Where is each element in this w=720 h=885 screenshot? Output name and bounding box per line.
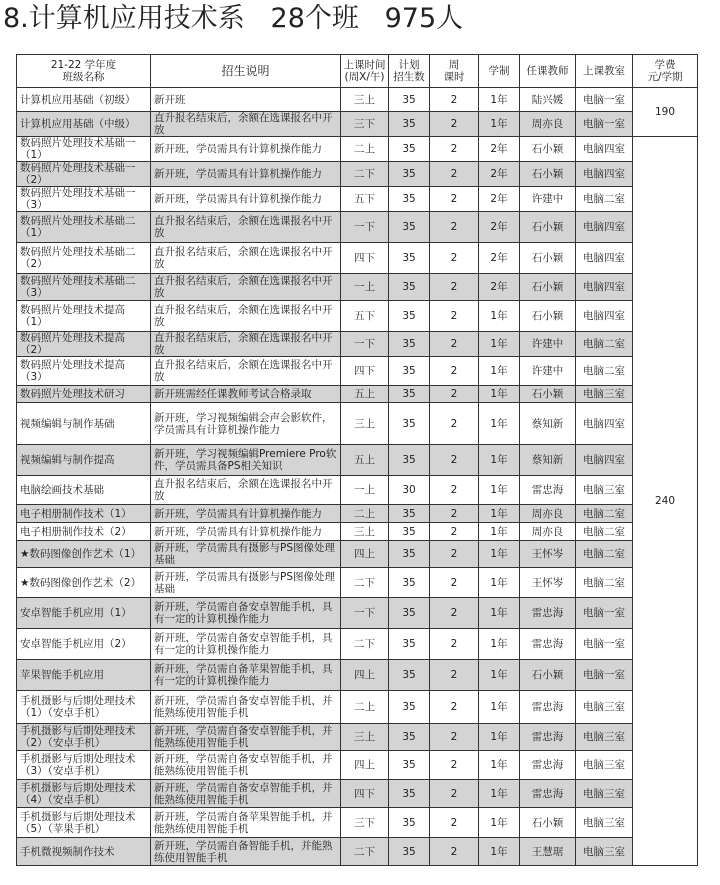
class-room: 电脑三室	[576, 386, 633, 403]
class-teacher: 蔡知新	[520, 403, 576, 445]
class-duration: 2年	[479, 212, 520, 243]
class-time: 二上	[341, 505, 389, 523]
class-time: 一上	[341, 476, 389, 505]
class-name: ★数码图像创作艺术（1）	[17, 541, 151, 568]
department-title: 8.计算机应用技术系	[3, 3, 245, 34]
class-duration: 1年	[479, 691, 520, 724]
class-hours: 2	[430, 523, 479, 541]
class-teacher: 王慧琚	[520, 838, 576, 866]
class-desc: 直升报名结束后，余额在选课报名中开放	[151, 274, 341, 301]
class-teacher: 周亦良	[520, 523, 576, 541]
class-hours: 2	[430, 751, 479, 780]
header-week-hours: 周 课时	[430, 55, 479, 88]
class-room: 电脑四室	[576, 243, 633, 274]
header-fee: 学费 元/学期	[633, 55, 698, 88]
header-desc: 招生说明	[151, 55, 341, 88]
class-room: 电脑二室	[576, 332, 633, 357]
class-time: 四下	[341, 357, 389, 386]
class-duration: 1年	[479, 523, 520, 541]
class-time: 五上	[341, 386, 389, 403]
class-plan: 35	[389, 541, 430, 568]
class-hours: 2	[430, 724, 479, 751]
student-count: 975人	[384, 3, 464, 34]
class-teacher: 陆兴媛	[520, 88, 576, 112]
header-time: 上课时间 (周X/午)	[341, 55, 389, 88]
class-hours: 2	[430, 403, 479, 445]
class-time: 四下	[341, 243, 389, 274]
class-duration: 1年	[479, 598, 520, 629]
class-time: 五上	[341, 445, 389, 476]
class-plan: 35	[389, 505, 430, 523]
class-name: 计算机应用基础（初级）	[17, 88, 151, 112]
table-row	[17, 112, 698, 137]
class-desc: 新开班，学习视频编辑Premiere Pro软件，学员需具备PS相关知识	[151, 445, 341, 476]
class-teacher: 石小颖	[520, 243, 576, 274]
class-hours: 2	[430, 332, 479, 357]
class-hours: 2	[430, 476, 479, 505]
table-row	[17, 660, 698, 691]
course-table	[16, 54, 698, 866]
class-hours: 2	[430, 541, 479, 568]
class-name: 电脑绘画技术基础	[17, 476, 151, 505]
class-duration: 1年	[479, 541, 520, 568]
class-teacher: 石小颖	[520, 162, 576, 187]
class-time: 四上	[341, 541, 389, 568]
class-name: 视频编辑与制作基础	[17, 403, 151, 445]
class-plan: 35	[389, 162, 430, 187]
class-duration: 2年	[479, 137, 520, 162]
class-room: 电脑四室	[576, 274, 633, 301]
class-hours: 2	[430, 212, 479, 243]
class-room: 电脑一室	[576, 598, 633, 629]
class-desc: 直升报名结束后，余额在选课报名中开放	[151, 243, 341, 274]
class-desc: 直升报名结束后，余额在选课报名中开放	[151, 357, 341, 386]
class-time: 四下	[341, 780, 389, 808]
class-teacher: 石小颖	[520, 808, 576, 838]
class-plan: 35	[389, 780, 430, 808]
class-desc: 新开班，学员需具有摄影与PS图像处理基础	[151, 541, 341, 568]
class-name: 数码照片处理技术基础一（3）	[17, 187, 151, 212]
class-desc: 直升报名结束后，余额在选课报名中开放	[151, 301, 341, 332]
table-row	[17, 357, 698, 386]
table-row	[17, 808, 698, 838]
class-teacher: 许建中	[520, 357, 576, 386]
table-row	[17, 541, 698, 568]
class-room: 电脑二室	[576, 523, 633, 541]
class-teacher: 蔡知新	[520, 445, 576, 476]
class-teacher: 雷忠海	[520, 691, 576, 724]
page-title	[3, 2, 463, 36]
table-row	[17, 476, 698, 505]
class-hours: 2	[430, 137, 479, 162]
class-desc: 新开班，学员需自备安卓智能手机，并能熟练使用智能手机	[151, 724, 341, 751]
class-hours: 2	[430, 386, 479, 403]
class-room: 电脑一室	[576, 660, 633, 691]
table-row	[17, 88, 698, 112]
table-row	[17, 445, 698, 476]
class-teacher: 王怀岑	[520, 541, 576, 568]
class-room: 电脑一室	[576, 88, 633, 112]
class-desc: 新开班，学员需具有计算机操作能力	[151, 523, 341, 541]
class-time: 三下	[341, 112, 389, 137]
class-time: 三下	[341, 808, 389, 838]
class-plan: 35	[389, 386, 430, 403]
class-name: 数码照片处理技术基础二（3）	[17, 274, 151, 301]
class-time: 二下	[341, 838, 389, 866]
class-duration: 1年	[479, 301, 520, 332]
class-time: 一下	[341, 332, 389, 357]
class-plan: 35	[389, 838, 430, 866]
class-room: 电脑二室	[576, 357, 633, 386]
class-hours: 2	[430, 808, 479, 838]
class-plan: 30	[389, 476, 430, 505]
class-name: 数码照片处理技术基础二（1）	[17, 212, 151, 243]
table-row	[17, 162, 698, 187]
class-name: 苹果智能手机应用	[17, 660, 151, 691]
class-desc: 新开班，学员需自备苹果智能手机，并能熟练使用智能手机	[151, 808, 341, 838]
table-row	[17, 332, 698, 357]
table-row	[17, 598, 698, 629]
class-hours: 2	[430, 162, 479, 187]
class-room: 电脑二室	[576, 541, 633, 568]
class-hours: 2	[430, 357, 479, 386]
table-row	[17, 838, 698, 866]
class-name: 电子相册制作技术（2）	[17, 523, 151, 541]
class-duration: 2年	[479, 274, 520, 301]
class-room: 电脑一室	[576, 629, 633, 660]
class-room: 电脑三室	[576, 691, 633, 724]
class-name: 数码照片处理技术提高（2）	[17, 332, 151, 357]
class-teacher: 雷忠海	[520, 476, 576, 505]
class-desc: 新开班，学员需自备安卓智能手机，并能熟练使用智能手机	[151, 751, 341, 780]
class-name: 数码照片处理技术基础二（2）	[17, 243, 151, 274]
class-time: 二上	[341, 691, 389, 724]
class-room: 电脑二室	[576, 568, 633, 598]
class-duration: 1年	[479, 629, 520, 660]
class-plan: 35	[389, 523, 430, 541]
class-desc: 新开班	[151, 88, 341, 112]
class-time: 二下	[341, 568, 389, 598]
class-name: 数码照片处理技术基础一（1）	[17, 137, 151, 162]
class-desc: 直升报名结束后，余额在选课报名中开放	[151, 212, 341, 243]
class-time: 三上	[341, 403, 389, 445]
header-row	[17, 55, 698, 88]
table-row	[17, 212, 698, 243]
class-room: 电脑四室	[576, 137, 633, 162]
class-name: 手机摄影与后期处理技术（1）（安卓手机）	[17, 691, 151, 724]
class-plan: 35	[389, 568, 430, 598]
class-name: 手机摄影与后期处理技术（5）（苹果手机）	[17, 808, 151, 838]
class-room: 电脑三室	[576, 751, 633, 780]
class-name: 计算机应用基础（中级）	[17, 112, 151, 137]
class-duration: 1年	[479, 357, 520, 386]
class-teacher: 许建中	[520, 332, 576, 357]
class-plan: 35	[389, 137, 430, 162]
class-time: 二上	[341, 137, 389, 162]
class-duration: 1年	[479, 332, 520, 357]
table-row	[17, 403, 698, 445]
class-name: 视频编辑与制作提高	[17, 445, 151, 476]
class-duration: 1年	[479, 445, 520, 476]
class-teacher: 石小颖	[520, 660, 576, 691]
class-plan: 35	[389, 808, 430, 838]
class-hours: 2	[430, 88, 479, 112]
class-time: 三上	[341, 88, 389, 112]
class-duration: 1年	[479, 568, 520, 598]
class-plan: 35	[389, 187, 430, 212]
class-room: 电脑三室	[576, 838, 633, 866]
header-room: 上课教室	[576, 55, 633, 88]
class-time: 二下	[341, 162, 389, 187]
class-room: 电脑二室	[576, 505, 633, 523]
class-desc: 新开班，学习视频编辑会声会影软件，学员需具有计算机操作能力	[151, 403, 341, 445]
class-duration: 2年	[479, 162, 520, 187]
class-plan: 35	[389, 629, 430, 660]
class-duration: 1年	[479, 660, 520, 691]
class-duration: 1年	[479, 505, 520, 523]
class-duration: 1年	[479, 751, 520, 780]
header-teacher: 任课教师	[520, 55, 576, 88]
class-room: 电脑四室	[576, 445, 633, 476]
class-hours: 2	[430, 780, 479, 808]
class-duration: 2年	[479, 243, 520, 274]
class-hours: 2	[430, 598, 479, 629]
class-teacher: 石小颖	[520, 137, 576, 162]
class-plan: 35	[389, 332, 430, 357]
class-hours: 2	[430, 445, 479, 476]
class-count: 28个班	[270, 3, 359, 34]
table-row	[17, 724, 698, 751]
class-desc: 新开班，学员需自备安卓智能手机，具有一定的计算机操作能力	[151, 629, 341, 660]
class-teacher: 石小颖	[520, 212, 576, 243]
class-desc: 新开班，学员需具有计算机操作能力	[151, 187, 341, 212]
class-desc: 直升报名结束后，余额在选课报名中开放	[151, 476, 341, 505]
class-desc: 直升报名结束后，余额在选课报名中开放	[151, 332, 341, 357]
header-plan: 计划 招生数	[389, 55, 430, 88]
table-row	[17, 780, 698, 808]
class-desc: 直升报名结束后，余额在选课报名中开放	[151, 112, 341, 137]
class-hours: 2	[430, 568, 479, 598]
class-name: 手机摄影与后期处理技术（2）（安卓手机）	[17, 724, 151, 751]
class-name: 手机摄影与后期处理技术（3）（安卓手机）	[17, 751, 151, 780]
class-room: 电脑三室	[576, 724, 633, 751]
class-time: 五下	[341, 187, 389, 212]
table-row	[17, 751, 698, 780]
class-desc: 新开班，学员需自备安卓智能手机，并能熟练使用智能手机	[151, 691, 341, 724]
class-time: 五下	[341, 301, 389, 332]
class-desc: 新开班需经任课教师考试合格录取	[151, 386, 341, 403]
class-time: 一下	[341, 212, 389, 243]
class-hours: 2	[430, 301, 479, 332]
class-name: 数码照片处理技术提高（1）	[17, 301, 151, 332]
class-duration: 1年	[479, 476, 520, 505]
table-row	[17, 523, 698, 541]
class-desc: 新开班，学员需自备智能手机，并能熟练使用智能手机	[151, 838, 341, 866]
class-desc: 新开班，学员需自备苹果智能手机，具有一定的计算机操作能力	[151, 660, 341, 691]
table-row	[17, 629, 698, 660]
class-plan: 35	[389, 88, 430, 112]
table-row	[17, 274, 698, 301]
class-desc: 新开班，学员需具有计算机操作能力	[151, 505, 341, 523]
class-teacher: 雷忠海	[520, 751, 576, 780]
class-desc: 新开班，学员需自备安卓智能手机，并能熟练使用智能手机	[151, 780, 341, 808]
table-row	[17, 187, 698, 212]
class-plan: 35	[389, 724, 430, 751]
class-room: 电脑四室	[576, 403, 633, 445]
class-duration: 1年	[479, 808, 520, 838]
class-name: 手机微视频制作技术	[17, 838, 151, 866]
class-desc: 新开班，学员需自备安卓智能手机，具有一定的计算机操作能力	[151, 598, 341, 629]
fee-cell: 240	[633, 137, 698, 866]
class-hours: 2	[430, 629, 479, 660]
class-room: 电脑三室	[576, 808, 633, 838]
header-name: 21-22 学年度 班级名称	[17, 55, 151, 88]
class-hours: 2	[430, 838, 479, 866]
class-time: 三上	[341, 724, 389, 751]
header-duration: 学制	[479, 55, 520, 88]
class-plan: 35	[389, 403, 430, 445]
class-teacher: 雷忠海	[520, 780, 576, 808]
class-plan: 35	[389, 212, 430, 243]
table-row	[17, 243, 698, 274]
class-time: 四上	[341, 751, 389, 780]
class-hours: 2	[430, 274, 479, 301]
class-name: 数码照片处理技术基础一（2）	[17, 162, 151, 187]
class-plan: 35	[389, 445, 430, 476]
class-teacher: 雷忠海	[520, 724, 576, 751]
class-plan: 35	[389, 274, 430, 301]
class-name: 安卓智能手机应用（2）	[17, 629, 151, 660]
class-room: 电脑三室	[576, 780, 633, 808]
class-plan: 35	[389, 660, 430, 691]
class-duration: 1年	[479, 112, 520, 137]
class-room: 电脑四室	[576, 301, 633, 332]
class-hours: 2	[430, 112, 479, 137]
class-time: 三上	[341, 523, 389, 541]
class-hours: 2	[430, 660, 479, 691]
class-teacher: 周亦良	[520, 505, 576, 523]
table-row	[17, 568, 698, 598]
class-duration: 1年	[479, 724, 520, 751]
class-teacher: 雷忠海	[520, 629, 576, 660]
class-hours: 2	[430, 505, 479, 523]
class-name: 数码照片处理技术研习	[17, 386, 151, 403]
class-teacher: 石小颖	[520, 301, 576, 332]
class-name: 安卓智能手机应用（1）	[17, 598, 151, 629]
class-desc: 新开班，学员需具有计算机操作能力	[151, 162, 341, 187]
table-row	[17, 691, 698, 724]
class-duration: 1年	[479, 88, 520, 112]
class-hours: 2	[430, 691, 479, 724]
class-plan: 35	[389, 751, 430, 780]
fee-cell: 190	[633, 88, 698, 137]
class-plan: 35	[389, 243, 430, 274]
class-teacher: 周亦良	[520, 112, 576, 137]
class-hours: 2	[430, 243, 479, 274]
class-duration: 1年	[479, 838, 520, 866]
class-plan: 35	[389, 691, 430, 724]
class-hours: 2	[430, 187, 479, 212]
class-time: 一下	[341, 598, 389, 629]
table-row	[17, 137, 698, 162]
class-teacher: 石小颖	[520, 274, 576, 301]
class-teacher: 雷忠海	[520, 598, 576, 629]
class-duration: 2年	[479, 187, 520, 212]
class-room: 电脑二室	[576, 187, 633, 212]
class-time: 一上	[341, 274, 389, 301]
class-duration: 1年	[479, 403, 520, 445]
class-duration: 1年	[479, 386, 520, 403]
class-room: 电脑四室	[576, 162, 633, 187]
class-room: 电脑一室	[576, 112, 633, 137]
class-plan: 35	[389, 598, 430, 629]
class-room: 电脑四室	[576, 212, 633, 243]
class-plan: 35	[389, 112, 430, 137]
class-teacher: 王怀岑	[520, 568, 576, 598]
class-time: 二下	[341, 629, 389, 660]
class-time: 四上	[341, 660, 389, 691]
class-desc: 新开班，学员需具有摄影与PS图像处理基础	[151, 568, 341, 598]
class-duration: 1年	[479, 780, 520, 808]
class-name: 手机摄影与后期处理技术（4）（安卓手机）	[17, 780, 151, 808]
class-name: 电子相册制作技术（1）	[17, 505, 151, 523]
class-teacher: 石小颖	[520, 386, 576, 403]
table-row	[17, 301, 698, 332]
class-desc: 新开班，学员需具有计算机操作能力	[151, 137, 341, 162]
class-name: 数码照片处理技术提高（3）	[17, 357, 151, 386]
class-teacher: 许建中	[520, 187, 576, 212]
class-plan: 35	[389, 301, 430, 332]
class-room: 电脑三室	[576, 476, 633, 505]
class-plan: 35	[389, 357, 430, 386]
table-row	[17, 505, 698, 523]
class-name: ★数码图像创作艺术（2）	[17, 568, 151, 598]
table-row	[17, 386, 698, 403]
